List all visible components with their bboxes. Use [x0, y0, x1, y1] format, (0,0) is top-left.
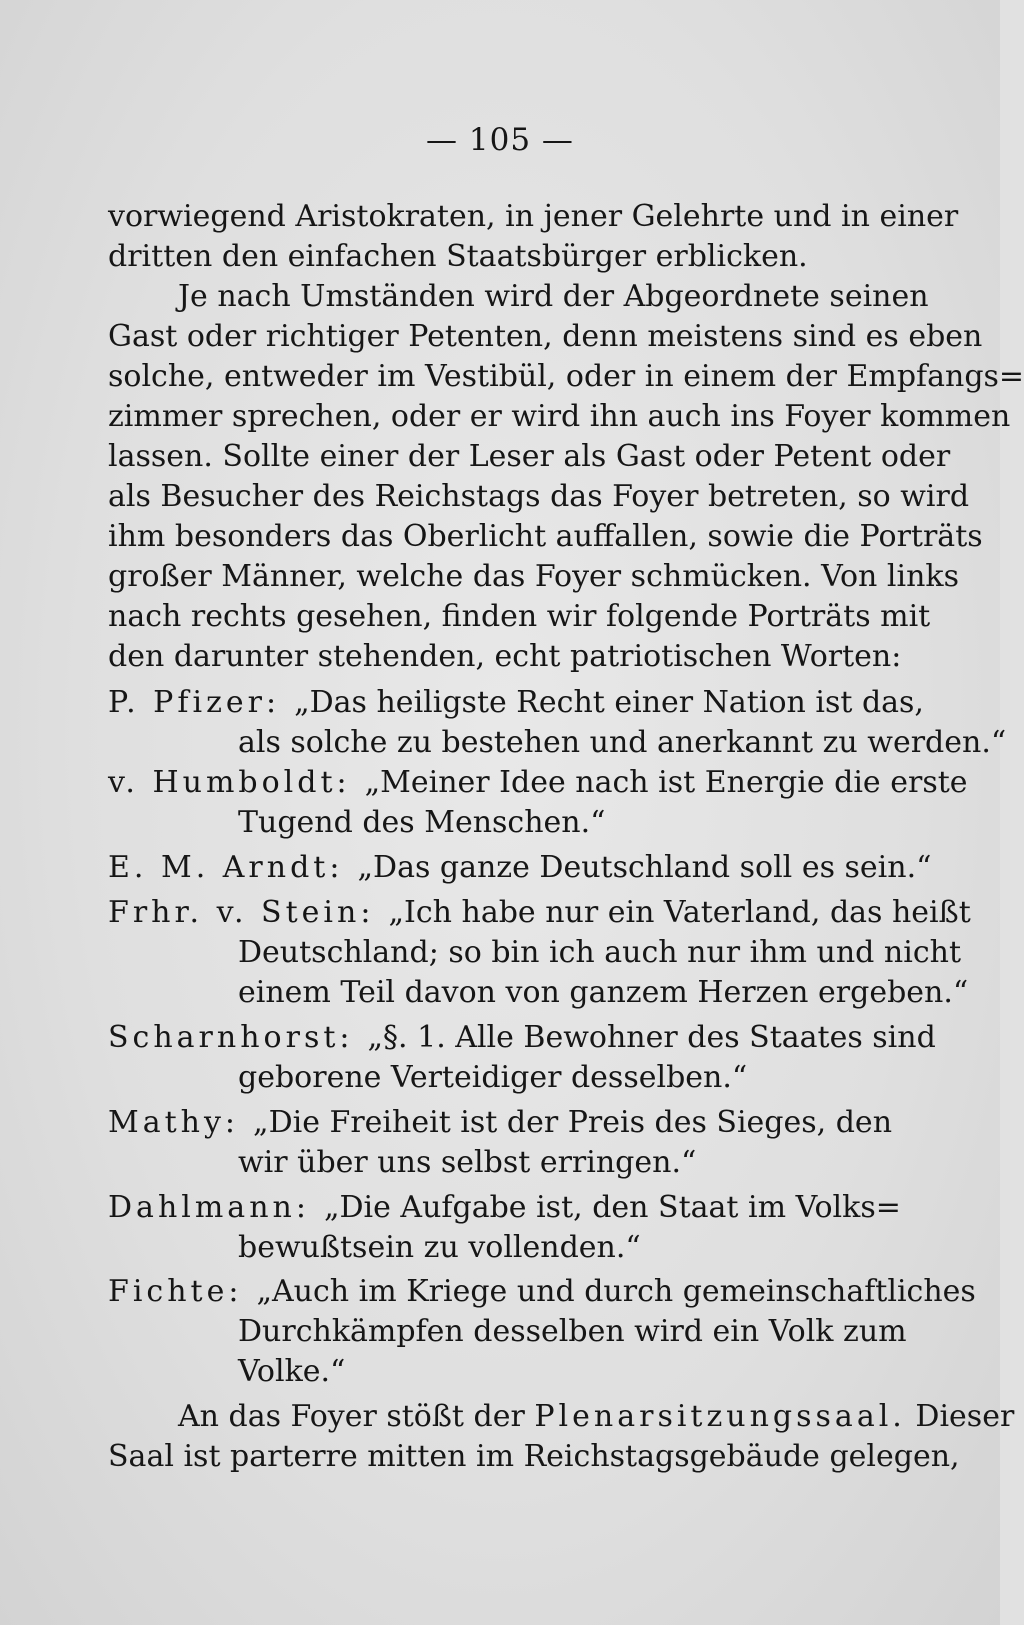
- text-line: vorwiegend Aristokraten, in jener Gelehrte und in einer: [108, 199, 959, 234]
- text-line: ihm besonders das Oberlicht auffallen, sowie die Porträts: [108, 519, 983, 554]
- quote-text: „Auch im Kriege und durch gemeinschaftliches: [256, 1274, 976, 1309]
- quote-author: Dahlmann:: [108, 1190, 310, 1225]
- quote-text-continuation: einem Teil davon von ganzem Herzen ergeben.“: [238, 975, 969, 1010]
- text-line: den darunter stehenden, echt patriotischen Worten:: [108, 639, 902, 674]
- quote-author: E. M. Arndt:: [108, 850, 344, 885]
- quote-scharnhorst: [108, 1018, 936, 1058]
- quote-text: „Das heiligste Recht einer Nation ist das,: [294, 685, 924, 720]
- quote-arndt: [108, 848, 932, 888]
- quote-author: Scharnhorst:: [108, 1020, 354, 1055]
- quote-text: „Meiner Idee nach ist Energie die erste: [364, 765, 968, 800]
- quote-text-continuation: als solche zu bestehen und anerkannt zu werden.“: [238, 725, 1007, 760]
- quote-text: „Die Aufgabe ist, den Staat im Volks=: [323, 1190, 901, 1225]
- quote-author: Mathy:: [108, 1105, 240, 1140]
- text-line: lassen. Sollte einer der Leser als Gast oder Petent oder: [108, 439, 951, 474]
- text-line: dritten den einfachen Staatsbürger erblicken.: [108, 239, 808, 274]
- quote-author: P. Pfizer:: [108, 685, 281, 720]
- quote-stein: [108, 893, 971, 933]
- quote-author: v. Humboldt:: [108, 765, 351, 800]
- quote-dahlmann: [108, 1188, 901, 1228]
- text-line: Je nach Umständen wird der Abgeordnete seinen: [178, 279, 929, 314]
- text-line: Saal ist parterre mitten im Reichstagsgebäude gelegen,: [108, 1439, 960, 1474]
- text-line: Gast oder richtiger Petenten, denn meistens sind es eben: [108, 319, 983, 354]
- text-segment: Dieser: [915, 1399, 1015, 1434]
- page-number: — 105 —: [426, 122, 574, 158]
- quote-mathy: [108, 1103, 898, 1143]
- text-line: als Besucher des Reichstags das Foyer betreten, so wird: [108, 479, 970, 514]
- quote-text: „Ich habe nur ein Vaterland, das heißt: [388, 895, 971, 930]
- quote-text: „§. 1. Alle Bewohner des Staates sind: [367, 1020, 936, 1055]
- quote-text-continuation: Volke.“: [238, 1354, 346, 1389]
- quote-text-continuation: Durchkämpfen desselben wird ein Volk zum: [238, 1314, 907, 1349]
- text-line: zimmer sprechen, oder er wird ihn auch ins Foyer kommen: [108, 399, 1011, 434]
- quote-author: Frhr. v. Stein:: [108, 895, 375, 930]
- quote-author: Fichte:: [108, 1274, 243, 1309]
- quote-text-continuation: bewußtsein zu vollenden.“: [238, 1230, 641, 1265]
- quote-humboldt: [108, 763, 968, 803]
- text-line: [178, 1397, 1015, 1437]
- quote-text-continuation: Deutschland; so bin ich auch nur ihm und nicht: [238, 935, 962, 970]
- text-line: solche, entweder im Vestibül, oder in einem der Empfangs=: [108, 359, 1024, 394]
- text-line: großer Männer, welche das Foyer schmücken. Von links: [108, 559, 960, 594]
- quote-text-continuation: Tugend des Menschen.“: [238, 805, 606, 840]
- quote-text-continuation: wir über uns selbst erringen.“: [238, 1145, 697, 1180]
- quote-fichte: [108, 1272, 976, 1312]
- quote-pfizer: [108, 683, 924, 723]
- quote-text: „Das ganze Deutschland soll es sein.“: [357, 850, 932, 885]
- quote-text: „Die Freiheit ist der Preis des Sieges, den: [253, 1105, 893, 1140]
- text-segment: An das Foyer stößt der: [178, 1399, 525, 1434]
- text-line: nach rechts gesehen, finden wir folgende Porträts mit: [108, 599, 931, 634]
- quote-text-continuation: geborene Verteidiger desselben.“: [238, 1060, 748, 1095]
- emphasized-term: Plenarsitzungssaal.: [534, 1399, 906, 1434]
